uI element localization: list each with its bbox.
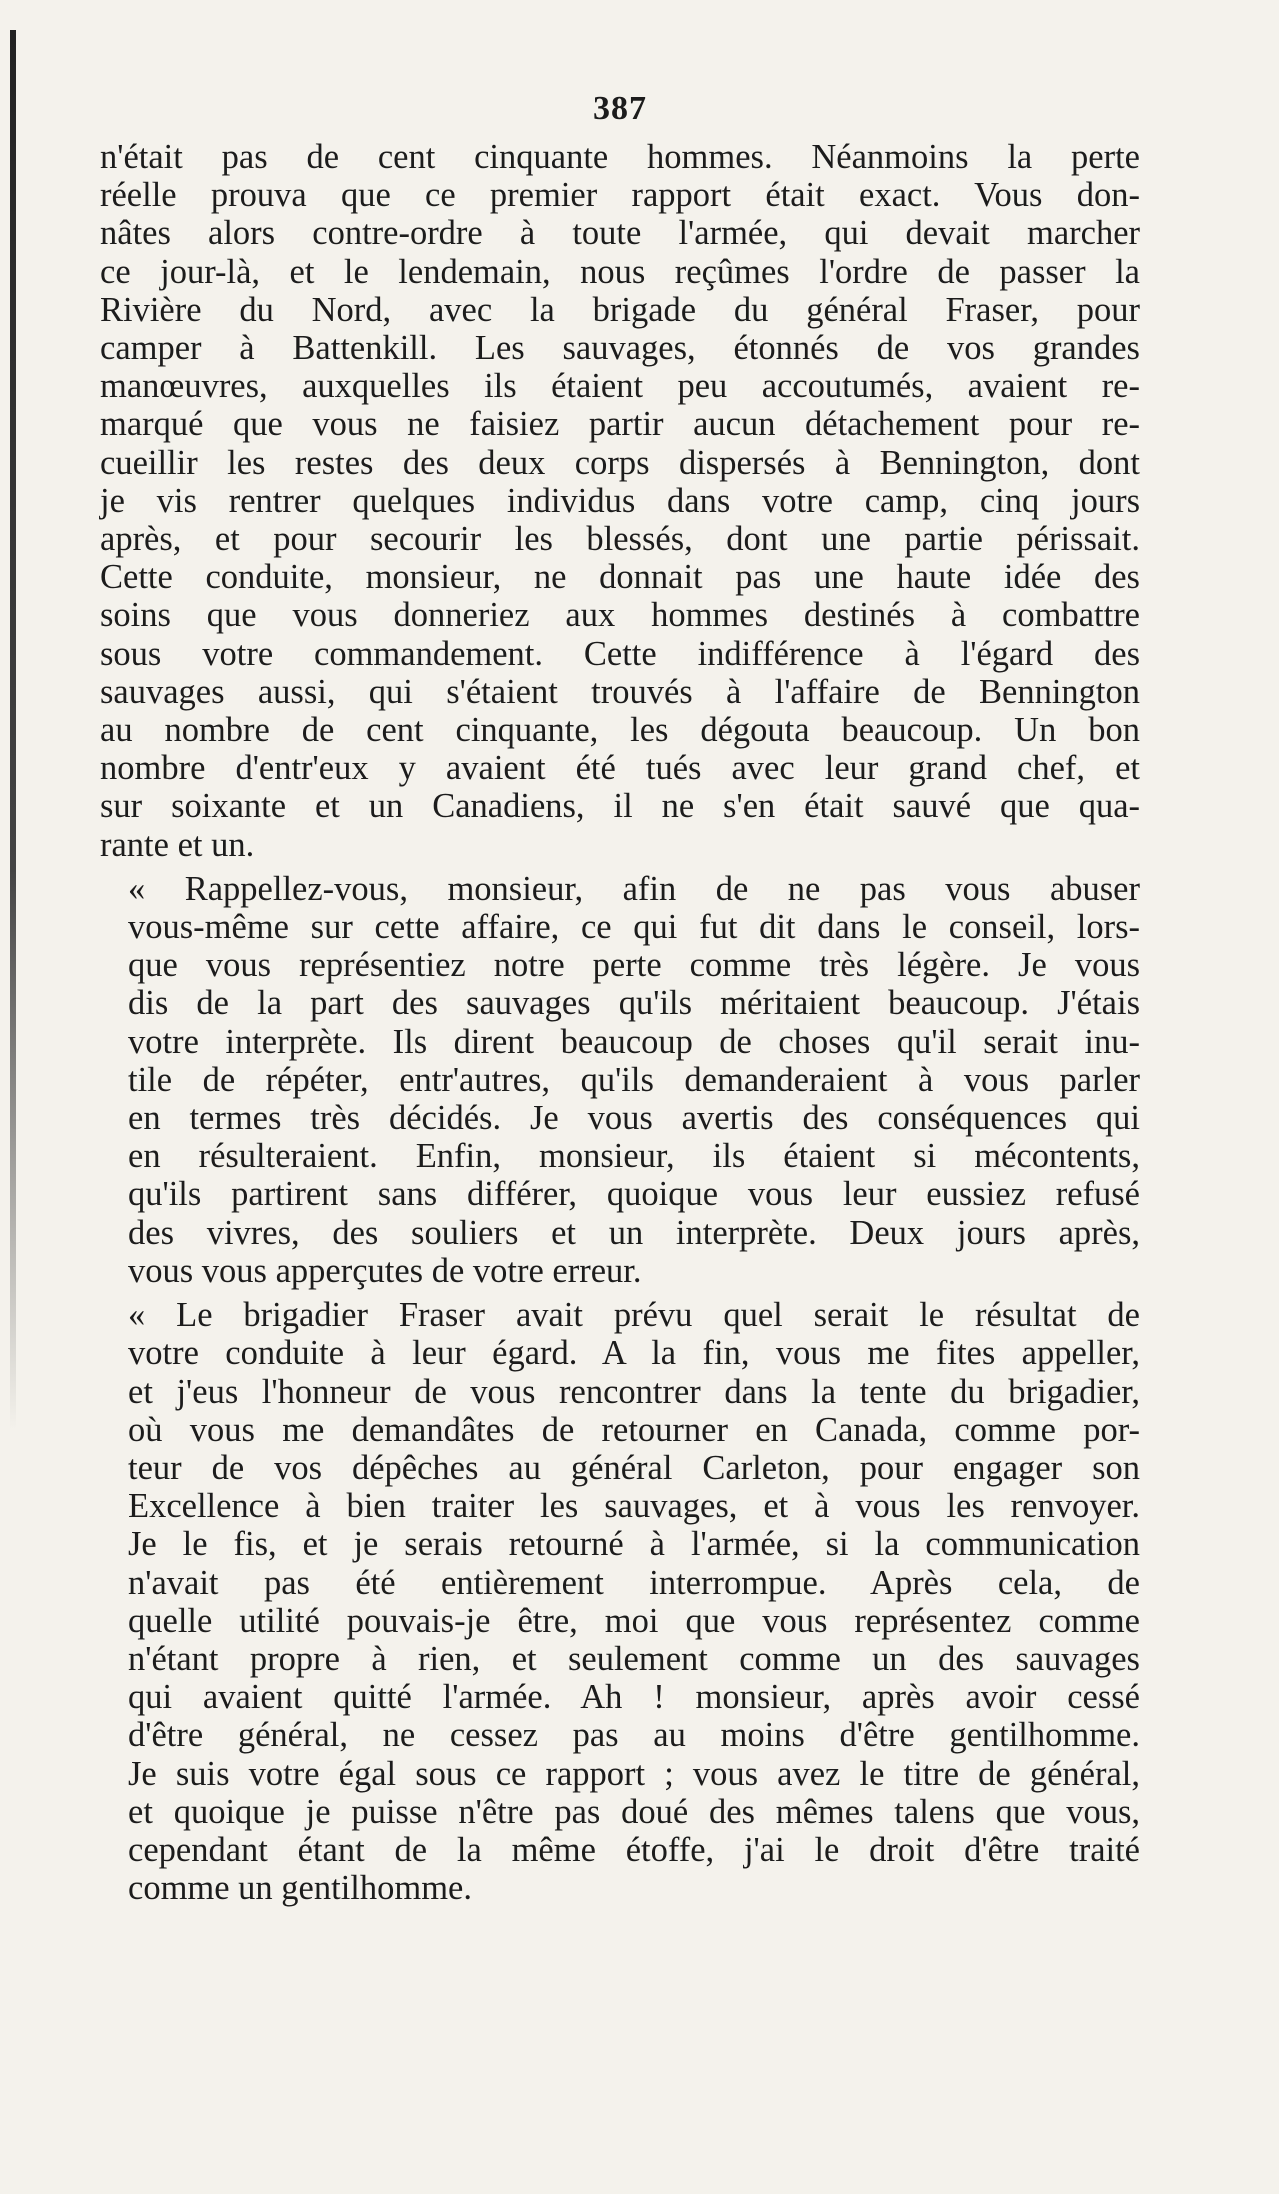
text-line: cueillir les restes des deux corps dispersés à Bennington, dont	[100, 443, 1140, 482]
text-line: votre interprète. Ils dirent beaucoup de choses qu'il serait inu-	[128, 1022, 1140, 1061]
text-line: qu'ils partirent sans différer, quoique vous leur eussiez refusé	[128, 1175, 1140, 1214]
book-page	[100, 90, 1140, 1907]
paragraph	[100, 1296, 1140, 1907]
text-line: Cette conduite, monsieur, ne donnait pas une haute idée des	[100, 558, 1140, 597]
text-line: n'étant propre à rien, et seulement comme un des sauvages	[128, 1639, 1140, 1678]
text-line: cependant étant de la même étoffe, j'ai le droit d'être traité	[128, 1830, 1140, 1869]
text-body	[100, 138, 1140, 1907]
page-edge-shadow	[10, 30, 16, 1430]
text-line: au nombre de cent cinquante, les dégouta beaucoup. Un bon	[100, 711, 1140, 750]
text-line: sur soixante et un Canadiens, il ne s'en était sauvé que qua-	[100, 787, 1140, 826]
text-line: et quoique je puisse n'être pas doué des mêmes talens que vous,	[128, 1792, 1140, 1831]
text-line: réelle prouva que ce premier rapport était exact. Vous don-	[100, 176, 1140, 215]
page-number: 387	[593, 90, 647, 127]
text-line: ce jour-là, et le lendemain, nous reçûmes l'ordre de passer la	[100, 252, 1140, 291]
text-line: camper à Battenkill. Les sauvages, étonnés de vos grandes	[100, 329, 1140, 368]
text-line: nombre d'entr'eux y avaient été tués avec leur grand chef, et	[100, 749, 1140, 788]
paragraph	[100, 870, 1140, 1290]
text-line: teur de vos dépêches au général Carleton, pour engager son	[128, 1448, 1140, 1487]
text-line: d'être général, ne cessez pas au moins d'être gentilhomme.	[128, 1716, 1140, 1755]
paragraph	[100, 138, 1140, 864]
text-line: vous-même sur cette affaire, ce qui fut dit dans le conseil, lors-	[128, 908, 1140, 947]
text-line: nâtes alors contre-ordre à toute l'armée, qui devait marcher	[100, 214, 1140, 253]
text-line: Excellence à bien traiter les sauvages, et à vous les renvoyer.	[128, 1487, 1140, 1526]
text-line: Je suis votre égal sous ce rapport ; vous avez le titre de général,	[128, 1754, 1140, 1793]
text-line: et j'eus l'honneur de vous rencontrer dans la tente du brigadier,	[128, 1372, 1140, 1411]
text-line: tile de répéter, entr'autres, qu'ils demanderaient à vous parler	[128, 1060, 1140, 1099]
text-line: je vis rentrer quelques individus dans votre camp, cinq jours	[100, 481, 1140, 520]
text-line: après, et pour secourir les blessés, dont une partie périssait.	[100, 520, 1140, 559]
text-line: votre conduite à leur égard. A la fin, vous me fites appeller,	[128, 1334, 1140, 1373]
text-line: marqué que vous ne faisiez partir aucun détachement pour re-	[100, 405, 1140, 444]
text-line: vous vous apperçutes de votre erreur.	[128, 1251, 642, 1290]
text-line: en résulteraient. Enfin, monsieur, ils étaient si mécontents,	[128, 1137, 1140, 1176]
text-line: « Le brigadier Fraser avait prévu quel serait le résultat de	[128, 1296, 1140, 1335]
text-line: manœuvres, auxquelles ils étaient peu accoutumés, avaient re-	[100, 367, 1140, 406]
text-line: dis de la part des sauvages qu'ils méritaient beaucoup. J'étais	[128, 984, 1140, 1023]
text-line: sauvages aussi, qui s'étaient trouvés à l'affaire de Bennington	[100, 672, 1140, 711]
text-line: n'avait pas été entièrement interrompue. Après cela, de	[128, 1563, 1140, 1602]
text-line: quelle utilité pouvais-je être, moi que vous représentez comme	[128, 1601, 1140, 1640]
text-line: sous votre commandement. Cette indifférence à l'égard des	[100, 634, 1140, 673]
text-line: comme un gentilhomme.	[128, 1869, 472, 1908]
text-line: où vous me demandâtes de retourner en Canada, comme por-	[128, 1410, 1140, 1449]
text-line: qui avaient quitté l'armée. Ah ! monsieur, après avoir cessé	[128, 1678, 1140, 1717]
text-line: Rivière du Nord, avec la brigade du général Fraser, pour	[100, 290, 1140, 329]
text-line: des vivres, des souliers et un interprète. Deux jours après,	[128, 1213, 1140, 1252]
text-line: « Rappellez-vous, monsieur, afin de ne pas vous abuser	[128, 869, 1140, 908]
text-line: Je le fis, et je serais retourné à l'armée, si la communication	[128, 1525, 1140, 1564]
text-line: que vous représentiez notre perte comme très légère. Je vous	[128, 946, 1140, 985]
text-line: rante et un.	[100, 825, 255, 864]
text-line: soins que vous donneriez aux hommes destinés à combattre	[100, 596, 1140, 635]
text-line: en termes très décidés. Je vous avertis des conséquences qui	[128, 1099, 1140, 1138]
text-line: n'était pas de cent cinquante hommes. Néanmoins la perte	[100, 138, 1140, 176]
